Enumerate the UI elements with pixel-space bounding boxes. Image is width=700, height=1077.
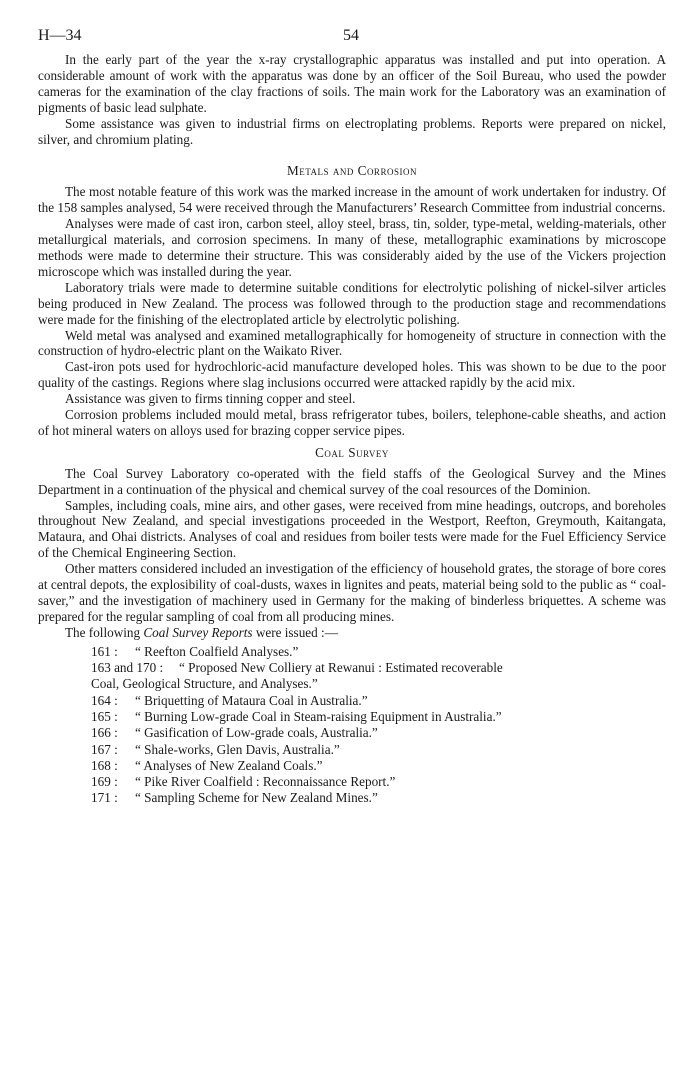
list-item	[38, 742, 666, 758]
report-number: 166 :	[91, 725, 118, 741]
report-number: 164 :	[91, 692, 118, 708]
coal-section	[38, 445, 666, 807]
paragraph: Cast-iron pots used for hydrochloric-acid manufacture developed holes. This was shown to be due to the poor quality of the castings. Regions where slag inclusions occurred were attacked rapidly by the acid mix.	[38, 359, 666, 391]
list-item	[38, 774, 666, 790]
report-title-continuation-text: Coal, Geological Structure, and Analyses.”	[91, 676, 318, 692]
document-page	[38, 28, 666, 807]
reports-list	[38, 644, 666, 807]
paragraph: In the early part of the year the x-ray crystallographic apparatus was installed and put into operation. A considerable amount of work with the apparatus was done by an officer of the Soil Bureau, who used the powder cameras for the examination of the clay fractions of soils. The main work for the Laboratory was an examination of pigments of basic lead sulphate.	[38, 52, 666, 115]
report-number: 165 :	[91, 708, 118, 724]
document-reference: H—34	[38, 27, 82, 44]
report-title: “ Pike River Coalfield : Reconnaissance Report.”	[135, 774, 396, 790]
page-number: 54	[343, 27, 359, 44]
paragraph: Some assistance was given to industrial firms on electroplating problems. Reports were prepared on nickel, silver, and chromium plating.	[38, 115, 666, 147]
section-heading-metals: Metals and Corrosion	[287, 163, 417, 179]
report-title: “ Burning Low-grade Coal in Steam-raising Equipment in Australia.”	[135, 708, 502, 724]
report-title: “ Gasification of Low-grade coals, Australia.”	[135, 725, 378, 741]
report-title: “ Shale-works, Glen Davis, Australia.”	[135, 741, 340, 757]
paragraph: Assistance was given to firms tinning copper and steel.	[65, 391, 356, 407]
paragraph: Laboratory trials were made to determine suitable conditions for electrolytic polishing of nickel-silver articles being produced in New Zealand. The process was followed through to the production stage and recommendations were made for the finishing of the electroplated article by electrolytic polishing.	[38, 279, 666, 327]
paragraph: Analyses were made of cast iron, carbon steel, alloy steel, brass, tin, solder, type-metal, welding-materials, other metallurgical materials, and corrosion specimens. In many of these, metallographic examinations by microscope methods were made to determine their structure. This was considerably aided by the use of the Vickers projection microscope which was installed during the year.	[38, 216, 666, 279]
reports-intro	[38, 625, 666, 641]
report-title: “ Analyses of New Zealand Coals.”	[135, 757, 323, 773]
list-item	[38, 725, 666, 741]
report-number: 161 :	[91, 643, 118, 659]
list-item	[38, 660, 666, 676]
list-item	[38, 644, 666, 660]
list-item	[38, 709, 666, 725]
paragraph: Weld metal was analysed and examined metallographically for homogeneity of structure in connection with the construction of hydro-electric plant on the Waikato River.	[38, 327, 666, 359]
list-item	[38, 790, 666, 806]
section-heading-coal: Coal Survey	[315, 444, 389, 460]
intro-section	[38, 52, 666, 147]
paragraph: Samples, including coals, mine airs, and other gases, were received from mine headings, outcrops, and boreholes throughout New Zealand, and special investigations proceeded in the Westport, Reefton, Greymouth, Kaitangata, Mataura, and Ohai districts. Analyses of coal and residues from boiler tests were made for the Fuel Efficiency Service of the Chemical Engineering Section.	[38, 497, 666, 561]
report-title: “ Reefton Coalfield Analyses.”	[135, 643, 299, 659]
list-item	[38, 693, 666, 709]
report-number: 169 :	[91, 774, 118, 790]
list-item	[38, 758, 666, 774]
paragraph: The most notable feature of this work was the marked increase in the amount of work undertaken for industry. Of the 158 samples analysed, 54 were received through the Manufacturers’ Research Committee from industrial concerns.	[38, 184, 666, 216]
report-number: 167 :	[91, 741, 118, 757]
report-number: 171 :	[91, 790, 118, 806]
report-number: 168 :	[91, 757, 118, 773]
report-number: 163 and 170 :	[91, 660, 164, 676]
reports-intro-suffix: were issued :—	[252, 624, 338, 640]
report-title: “ Proposed New Colliery at Rewanui : Estimated recoverable	[179, 660, 503, 676]
paragraph: The Coal Survey Laboratory co-operated with the field staffs of the Geological Survey and the Mines Department in a continuation of the physical and chemical survey of the coal resources of the Dominion.	[38, 465, 666, 497]
paragraph: Corrosion problems included mould metal, brass refrigerator tubes, boilers, telephone-cable sheaths, and action of hot mineral waters on alloys used for brazing copper service pipes.	[38, 407, 666, 438]
reports-intro-prefix: The following	[65, 624, 144, 640]
reports-series-title: Coal Survey Reports	[143, 624, 253, 640]
report-title-continuation	[38, 676, 666, 692]
metals-section	[38, 163, 666, 438]
report-title: “ Sampling Scheme for New Zealand Mines.”	[135, 790, 378, 806]
page-header	[38, 28, 666, 52]
paragraph: Other matters considered included an investigation of the efficiency of household grates, the storage of bore cores at central depots, the explosibility of coal-dusts, waxes in lignites and peats, material being sold to the public as “ coal-saver,” and the investigation of machinery used in Germany for the making of binderless briquettes. A scheme was prepared for the regular sampling of coal from all producing mines.	[38, 561, 666, 624]
report-title: “ Briquetting of Mataura Coal in Australia.”	[135, 692, 368, 708]
